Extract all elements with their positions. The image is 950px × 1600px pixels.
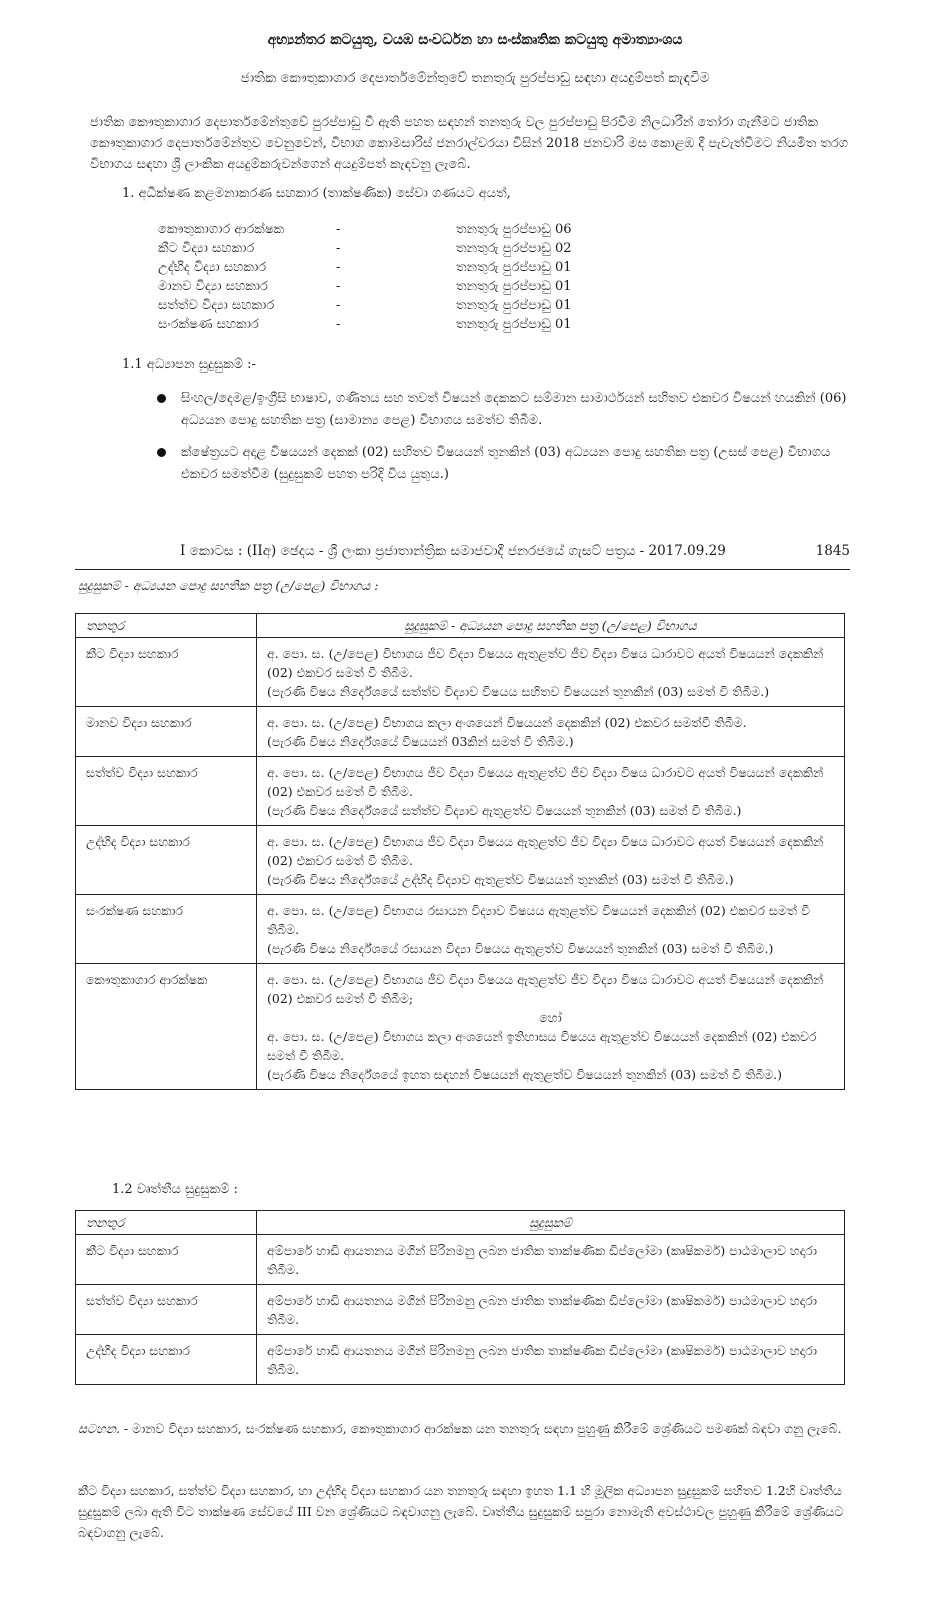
qualification-cell: අම්පාරේ හාඩි ආයතනය මගින් පිරිනමනු ලබන ජාතික තාක්ෂණික ඩිප්ලෝමා (කෘෂිකර්ම) පාඨමාලාව හදාරා තිබීම. [257, 1335, 845, 1385]
page-number: 1845 [815, 543, 850, 559]
qualification-line: අ. පො. ස. (උ/පෙළ) විභාගය කලා අංශයෙන් විෂයයන් දෙකකින් (02) එකවර සමත්වී තිබීම. [267, 715, 747, 730]
post-name: සංරක්ෂණ සහකාර [158, 317, 259, 332]
column-header-post: තනතුර [76, 1211, 257, 1235]
vacancy-row [158, 260, 572, 279]
qualification-cell [257, 638, 845, 707]
post-cell: මානව විද්‍යා සහකාර [76, 707, 257, 757]
table-row [76, 964, 845, 1090]
post-cell: උද්භිද විද්‍යා සහකාර [76, 826, 257, 895]
table-row [76, 895, 845, 964]
qualification-cell [257, 895, 845, 964]
note-text: - මානව විද්‍යා සහකාර, සංරක්ෂණ සහකාර, කෞතුකාගාර ආරක්ෂක යන තනතුරු සඳහා පුහුණු කිරීමේ ශ්‍රේණියට පමණක් බඳවා ගනු ලැබේ. [123, 1421, 842, 1436]
column-header-qualification: සුදුසුකම් [257, 1211, 845, 1235]
section-1-2-heading: 1.2 වෘත්තීය සුදුසුකම් : [112, 1182, 238, 1197]
vacancy-count: තනතුරු පුරප්පාඩු 01 [456, 317, 572, 332]
vacancy-row [158, 222, 572, 241]
section-1-heading: 1. අධීක්ෂණ කළමනාකරණ සහකාර (තාක්ෂණික) සේවා ගණයට අයත්, [122, 186, 511, 201]
vacancy-count: තනතුරු පුරප්පාඩු 01 [456, 279, 572, 294]
notice-title: ජාතික කෞතුකාගාර දෙපාර්තමේන්තුවේ තනතුරු පුරප්පාඩු සඳහා අයදුම්පත් කැඳවීම [240, 70, 710, 86]
table-header-row [76, 1211, 845, 1235]
qualification-line: (පැරණි විෂය නිර්දේශයේ සත්ත්ව විද්‍යාව ඇතුළත්ව විෂයයන් තුනකින් (03) සමත් වී තිබීම.) [267, 803, 742, 818]
table-row [76, 1235, 845, 1285]
dash: - [336, 317, 341, 332]
qualification-line: (පැරණි විෂය නිර්දේශයේ සත්ත්ව විද්‍යාව විෂයය සහිතව විෂයයන් තුනකින් (03) සමත් වී තිබීම.) [267, 684, 770, 699]
vacancy-count: තනතුරු පුරප්පාඩු 01 [456, 298, 572, 313]
column-header-post: තනතුර [76, 614, 257, 638]
table-row [76, 638, 845, 707]
vacancy-row [158, 279, 572, 298]
table-caption: සුදුසුකම් - අධ්‍යයන පොදු සහතික පත්‍ර (උ/පෙළ) විභාගය : [78, 578, 379, 593]
vacancy-count: තනතුරු පුරප්පාඩු 06 [456, 222, 572, 237]
dash: - [336, 222, 341, 237]
qualification-line: (පැරණි විෂය නිර්දේශයේ රසායන විද්‍යා විෂයය ඇතුළත්ව විෂයයන් තුනකින් (03) සමත් වී තිබීම.) [267, 941, 774, 956]
post-cell: සත්ත්ව විද්‍යා සහකාර [76, 1285, 257, 1335]
bullet-icon [157, 448, 166, 457]
qualification-line: (පැරණි විෂය නිර්දේශයේ උද්භිද විද්‍යාව ඇතුළත්ව විෂයයන් තුනකින් (03) සමත් වී තිබීම.) [267, 872, 734, 887]
dash: - [336, 241, 341, 256]
table-row [76, 707, 845, 757]
qualification-cell [257, 826, 845, 895]
post-cell: කීට විද්‍යා සහකාර [76, 1235, 257, 1285]
gazette-running-header [180, 543, 850, 559]
qualification-line: අ. පො. ස. (උ/පෙළ) විභාගය කලා අංශයෙන් ඉතිහාසය විෂයය ඇතුළත්ව විෂයයන් දෙකකින් (02) එකවර සමත් වී තිබීම. [267, 1029, 817, 1063]
post-name: කෞතුකාගාර ආරක්ෂක [158, 222, 285, 237]
note-paragraph [78, 1418, 853, 1439]
dash: - [336, 260, 341, 275]
qualification-line: අ. පො. ස. (උ/පෙළ) විභාගය ජීව විද්‍යා විෂයය ඇතුළත්ව ජීව විද්‍යා විෂය ධාරාවට අයත් විෂයයන් දෙකකින් (02) එකවර සමත් වී තිබීම. [267, 646, 824, 680]
qualification-cell [257, 757, 845, 826]
note-label: සටහන. [78, 1421, 120, 1436]
vacancy-list [158, 222, 572, 336]
post-cell: සංරක්ෂණ සහකාර [76, 895, 257, 964]
al-qualifications-table [75, 613, 845, 1090]
list-item [155, 442, 855, 486]
table-row [76, 757, 845, 826]
or-separator: හෝ [539, 1010, 562, 1025]
post-name: සත්ත්ව විද්‍යා සහකාර [158, 298, 275, 313]
qualification-cell [257, 707, 845, 757]
vacancy-count: තනතුරු පුරප්පාඩු 01 [456, 260, 572, 275]
bullet-text: සිංහල/දෙමළ/ඉංග්‍රීසි භාෂාව, ගණිතය සහ තවත් විෂයන් දෙකකට සම්මාන සාමාර්ථයන් සහිතව එකවර විෂයන් හයකින් (06) අධ්‍යයන පොදු සහතික පත්‍ර (සාමාන්‍ය පෙළ) විභාගය සමත්ව තිබීම. [181, 391, 847, 428]
professional-qualifications-table [75, 1210, 845, 1385]
post-cell: සත්ත්ව විද්‍යා සහකාර [76, 757, 257, 826]
qualification-cell [257, 964, 845, 1090]
table-row [76, 1335, 845, 1385]
qualification-cell: අම්පාරේ හාඩි ආයතනය මගින් පිරිනමනු ලබන ජාතික තාක්ෂණික ඩිප්ලෝමා (කෘෂිකර්ම) පාඨමාලාව හදාරා තිබීම. [257, 1235, 845, 1285]
section-1-1-heading: 1.1 අධ්‍යාපන සුදුසුකම් :- [122, 357, 256, 372]
post-cell: උද්භිද විද්‍යා සහකාර [76, 1335, 257, 1385]
post-name: උද්භිද විද්‍යා සහකාර [158, 260, 267, 275]
post-cell: කීට විද්‍යා සහකාර [76, 638, 257, 707]
bullet-icon [157, 394, 166, 403]
column-header-qualification: සුදුසුකම් - අධ්‍යයන පොදු සහතික පත්‍ර (උ/පෙළ) විභාගය [257, 614, 845, 638]
list-item [155, 388, 855, 432]
header-divider [75, 569, 850, 570]
dash: - [336, 298, 341, 313]
gazette-title: I කොටස : (IIඅ) ඡෙදය - ශ්‍රී ලංකා ප්‍රජාතාන්ත්‍රික සමාජවාදී ජනරජයේ ගැසට් පත්‍රය - 2017.09.29 [180, 543, 726, 559]
post-name: මානව විද්‍යා සහකාර [158, 279, 268, 294]
qualification-line: අ. පො. ස. (උ/පෙළ) විභාගය ජීව විද්‍යා විෂයය ඇතුළත්ව ජීව විද්‍යා විෂය ධාරාවට අයත් විෂයයන් දෙකකින් (02) එකවර සමත් වී තිබීම; [267, 972, 824, 1006]
vacancy-row [158, 298, 572, 317]
dash: - [336, 279, 341, 294]
qualification-line: අ. පො. ස. (උ/පෙළ) විභාගය ජීව විද්‍යා විෂයය ඇතුළත්ව ජීව විද්‍යා විෂය ධාරාවට අයත් විෂයයන් දෙකකින් (02) එකවර සමත් වී තිබීම. [267, 834, 824, 868]
qualification-line: අ. පො. ස. (උ/පෙළ) විභාගය රසායන විද්‍යාව විෂයය ඇතුළත්ව විෂයයන් දෙකකින් (02) එකවර සමත් වී තිබීම. [267, 903, 810, 937]
recruitment-paragraph: කීට විද්‍යා සහකාර, සත්ත්ව විද්‍යා සහකාර, හා උද්භිද විද්‍යා සහකාර යන තනතුරු සඳහා ඉහත 1.1 හි මූලික අධ්‍යාපන සුදුසුකම් සහිතව 1.2හි වෘත්තීය සුදුසුකම් ලබා ඇති විට තාක්ෂණ සේවයේ III වන ශ්‍රේණියට බඳවාගනු ලැබේ. වෘත්තීය සුදුසුකම් සපුරා නොමැති අවස්ථාවල පුහුණු කිරීමේ ශ්‍රේණියට බඳවාගනු ලැබේ. [78, 1483, 844, 1540]
qualification-cell: අම්පාරේ හාඩි ආයතනය මගින් පිරිනමනු ලබන ජාතික තාක්ෂණික ඩිප්ලෝමා (කෘෂිකර්ම) පාඨමාලාව හදාරා තිබීම. [257, 1285, 845, 1335]
bullet-text: ක්ෂේත්‍රයට අදාළ විෂයයන් දෙකක් (02) සහිතව විෂයයන් තුනකින් (03) අධ්‍යයන පොදු සහතික පත්‍ර (උසස් පෙළ) විභාගය එකවර සමත්වීම (සුදුසුකම් පහත පරිදි විය යුතුය.) [181, 445, 831, 482]
table-header-row [76, 614, 845, 638]
vacancy-count: තනතුරු පුරප්පාඩු 02 [456, 241, 572, 256]
education-requirements [155, 388, 855, 496]
vacancy-row [158, 241, 572, 260]
table-row [76, 826, 845, 895]
vacancy-row [158, 317, 572, 336]
qualification-line: (පැරණි විෂය නිර්දේශයේ විෂයයන් 03කින් සමත් වී තිබීම.) [267, 734, 574, 749]
post-name: කීට විද්‍යා සහකාර [158, 241, 255, 256]
post-cell: කෞතුකාගාර ආරක්ෂක [76, 964, 257, 1090]
intro-paragraph: ජාතික කෞතුකාගාර දෙපාර්තමේන්තුවේ පුරප්පාඩු වී ඇති පහත සඳහන් තනතුරු වල පුරප්පාඩු පිරවීම නිලධාරීන් තෝරා ගැනීමට ජාතික කෞතුකාගාර දෙපාර්තමේන්තුව වෙනුවෙන්, විභාග කොමසාරිස් ජනරාල්වරයා විසින් 2018 ජනවාරි මස කොළඹ දී පැවැත්වීමට නියමිත තරග විභාගය සඳහා ශ්‍රී ලාංකික අයදුම්කරුවන්ගෙන් අයදුම්පත් කැඳවනු ලැබේ. [90, 115, 849, 172]
table-row [76, 1285, 845, 1335]
qualification-line: (පැරණි විෂය නිර්දේශයේ ඉහත සඳහන් විෂයයන් ඇතුළත්ව විෂයයන් තුනකින් (03) සමත් වී තිබීම.) [267, 1067, 783, 1082]
qualification-line: අ. පො. ස. (උ/පෙළ) විභාගය ජීව විද්‍යා විෂයය ඇතුළත්ව ජීව විද්‍යා විෂය ධාරාවට අයත් විෂයයන් දෙකකින් (02) එකවර සමත් වී තිබීම. [267, 765, 824, 799]
ministry-heading: අභ්‍යන්තර කටයුතු, වයඹ සංවර්ධන හා සංස්කෘතික කටයුතු අමාත්‍යාංශය [267, 32, 683, 48]
